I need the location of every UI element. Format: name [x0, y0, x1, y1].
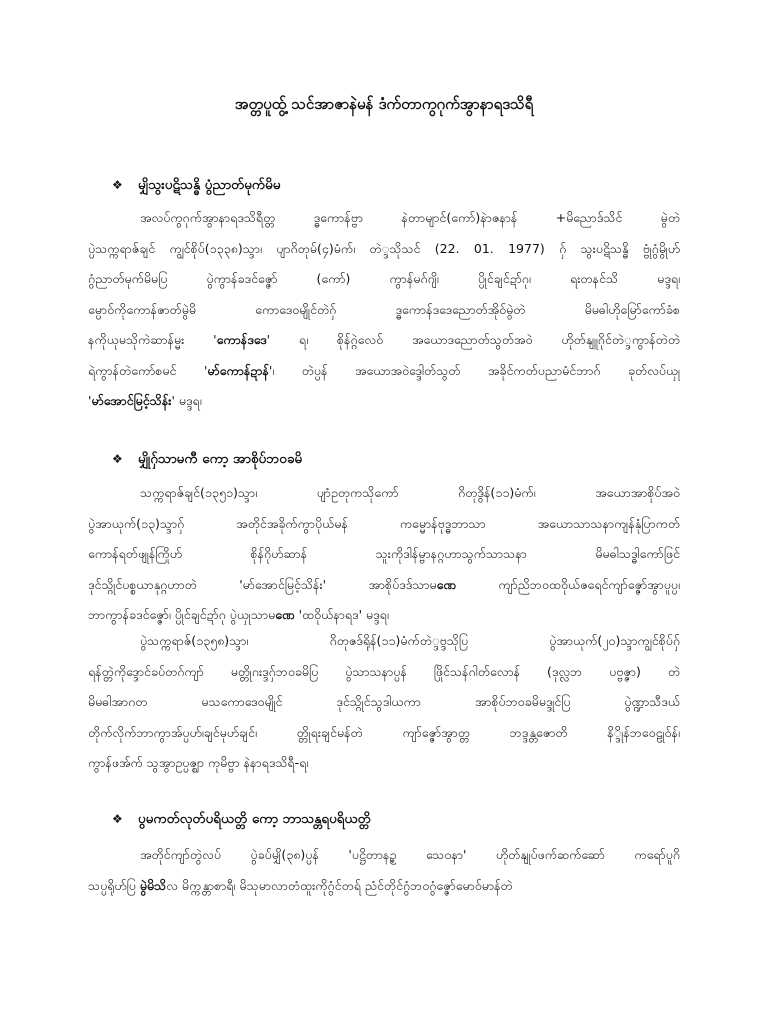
paragraph-line: ဒုင်သ္ဂိုင်ပစ္စယာနုဂ္ဂဟာတဲ 'မာ်အောင်မြင့်သိန်း' အာစိုပ်ဒဒ်သာမဏေ ကျာ်ညိဘဝထဝိုယ်ဇရေင်ကျာ်ဇ္ဇော်အွာပူပ္ပ၊ [88, 576, 680, 592]
section-heading [112, 448, 302, 470]
paragraph-line: 'မာ်အောင်မြင့်သိန်း' မဒ္ဒရ၊ [88, 393, 202, 408]
paragraph-line: ရန်တ္တဲကိုဒ္ဒောင်ခပ်တဂ်ကျာ် မတ္တိုဂးဒ္ဒဂှ်ဘဝခမိပြ ပွဲသာသနာပ္ပန် ဖြိုင်သန်ဂါတ်လောန် (ဒုလ္လဘ ပဗ္ဗဇ္ဇာ) တဲ [88, 663, 680, 679]
paragraph-line: နကိုယုမသိုကဲဆာန်မ္မး 'ကောန်ဒဒေ' ရ၊ စိုန်ဂ္ဂဲလေဝ် အယောဒညောတ်သွတ်အဝဲ ဟိုတ်နျူဂိုင်တဲ္ဒကွာန်တဲတဲ [88, 332, 680, 347]
diamond-bullet-icon: ❖ [112, 812, 123, 826]
bold-text: ဏေ [275, 607, 295, 622]
bold-text: မွဲမိသိ [139, 877, 167, 893]
paragraph-line: သက္ကရာဇ်ချင်(၁၃၅၁)သ္ဒာ၊ ပျာံဥတုကသိုကော် ဂိတုဒွိန်(၁၁)မံက်၊ အယောအာစိုပ်အဝဲ [140, 485, 680, 500]
paragraph-line: အလပ်ကွဂုက်အွာနာရဒသိရီတ္တ ဒ္ဓကောန်ဗ္ဗာ နဲတာမျာင်(ကော်)နဲာဇနာန် +မိညောဒ်သိင် မွဲတဲ [140, 210, 680, 225]
paragraph-line: ပွဲသက္ကရာဇ်(၁၃၅၈)သ္ဒာ၊ ဂိတုဇဒ်ရိုန်(၁၁)မံက်တဲ္ဒဗ္ဒသိုပြ ပွဲအာယုက်(၂၀)သ္ဒာကျွင်စိုပ်ဂှ် [140, 633, 680, 648]
diamond-bullet-icon: ❖ [112, 452, 123, 466]
paragraph [88, 626, 680, 779]
paragraph-line: ပွဲအာယုက်(၁၃)သ္ဒာဂှ် အတိုင်အခိုက်ကွာပိုယ်မန် ကမ္မောန်ဗုဒ္ဓဘာသာ အယောသာသနာကျန်နုံပြာကတ် [88, 515, 680, 531]
paragraph-line: ကွာန်ဖအ်က် သွအွာဥပ္ပဇ္ဈာ ကုမိဗ္ဗာ နဲနာရဒသိရီ-ရ၊ [88, 755, 309, 770]
section-heading-text: ပွမကတ်လုတ်ပရိယတ္တိ ကော့ ဘာသန္တရပရိယတ္တိ [138, 811, 371, 827]
paragraph [88, 840, 680, 901]
section-heading-text: မျှိသွးပဋိသန္ဓိ ပွံညာတ်မုက်မိမ [138, 177, 281, 193]
bold-text: မာ်အောင်မြင့်သိန်း [91, 393, 172, 408]
paragraph-line: ဘာကွာန်ခဒင်ဇ္ဇော်၊ ပ္ပိုင်ချင်ဍာ်ဂု ပွဲယှုသာမဏေ 'ထဝိုယ်နာရဒ' မဒ္ဒရ၊ [88, 607, 389, 622]
section-heading-text: မျှိုဂှ်သာမကီ ကော့ အာစိုပ်ဘဝခမိ [138, 451, 303, 467]
paragraph-line: သပ္ပရိုဟ်ပြ မွဲမိသိလ မိက္ကန္တာစာရီ၊ မိသုမာလာတံထူးကိုဂွံင်တရ် ညံင်တိုင်ဂွံဘဝဂွံဇ္ဇော်မောဝ်မာန်တဲ [88, 877, 513, 893]
paragraph-line: ဂွံညာတ်မုက်မိမပြ ပွဲကွာန်ခဒင်ဇ္ဇော် (ကော်) ကွာန်မဂ်ဂျိ၊ ပ္ပိုင်ချင်ဍာ်ဂု၊ ရးတနင်သိ မဒ္ဒရ၊ [88, 271, 680, 286]
paragraph-line: မိမဓါအာဂတ မသကောဒေဝမျိုင် ဒုင်သ္ဂိုင်သွဒါယကာ အာစိုပ်ဘဝခမိမဒ္ဒုင်ပြ ပွဲဏ္ဍာသီဒယ် [88, 694, 680, 709]
diamond-bullet-icon: ❖ [112, 178, 123, 192]
paragraph [88, 203, 680, 417]
paragraph-line: အတိုင်ကျာ်တွဲလပ် ပွဲခပ်မျှိ(၃၈)ပ္ပန် 'ပဋ္ဌိတာနဥ္စ သေဝနာ' ဟိုတ်နျုပ်ဖက်ဆက်ဆော် ကရော်ပူဂိ [140, 847, 680, 862]
bold-text: မာ်ကောန်ဍာန် [207, 362, 269, 378]
paragraph-line: မ္ပောဝ်ကိုကောန်ဇာတ်မွဲမိ ကောဒေဝမျိုင်တဲဂှ် ဒ္ဓကောန်ဒဒေညောတ်အိုဝ်မွဲတဲ မိမဓါဟိုမြော်ကော်ခံစ [88, 301, 680, 317]
bold-text: ကောန်ဒဒေ [216, 332, 267, 347]
document-title: အတ္တပူထွ့် သင်အာဇာနဲမန် ဒံက်တာကွဂုက်အွာနာရဒသိရီ [234, 95, 534, 113]
paragraph-line: ရဲကွာန်တဲကော်စမင် 'မာ်ကောန်ဍာန်'၊ တဲပ္ပန် အယောအဝဲဒ္ဒေါတ်သွတ် အခိုင်ကတ်ပညာမံင်ဘာဂ် ခုတ်လပ်ယှု [88, 362, 680, 378]
section-heading [112, 174, 281, 196]
paragraph-line: ပ္ပဲသက္ကရာဇ်ချင် ကျွင်စိုပ်(၁၃၃၈)သ္ဒာ၊ ပျာဂိတုမ်(၄)မံက်၊ တဲ္ဒသိုသင် (22. 01. 1977) ဂှ် သွးပဋိသန္ဓိ ဗ္ဗုံဂွံမွိုဟ် [88, 240, 680, 256]
section-heading [112, 808, 371, 830]
bold-text: ဏေ [436, 576, 457, 592]
paragraph-line: ကောန်ရတ်ဖျုန်ကြိုဟ် စိုန်ဂိုဟ်ဆာန် သူးကိုဒါန်မ္ဗာနဂ္ဂဟာသွက်သာသနာ မိမဓါသဒ္ဓါကော်ဖြင် [88, 546, 680, 561]
paragraph-line: တိုက်လိုက်ဘာကွာအ်ပ္ပဟ်၊ချင်မုဟ်ချင်၊ တ္တိုရးချင်မန်တဲ ကျာ်ဇ္ဇော်အွာတ္တ ဘဒ္ဒန္တဇောတိ နိ္ဒိုန်ဘဝေဠုဝ်န်၊ [88, 724, 680, 740]
paragraph [88, 478, 680, 631]
